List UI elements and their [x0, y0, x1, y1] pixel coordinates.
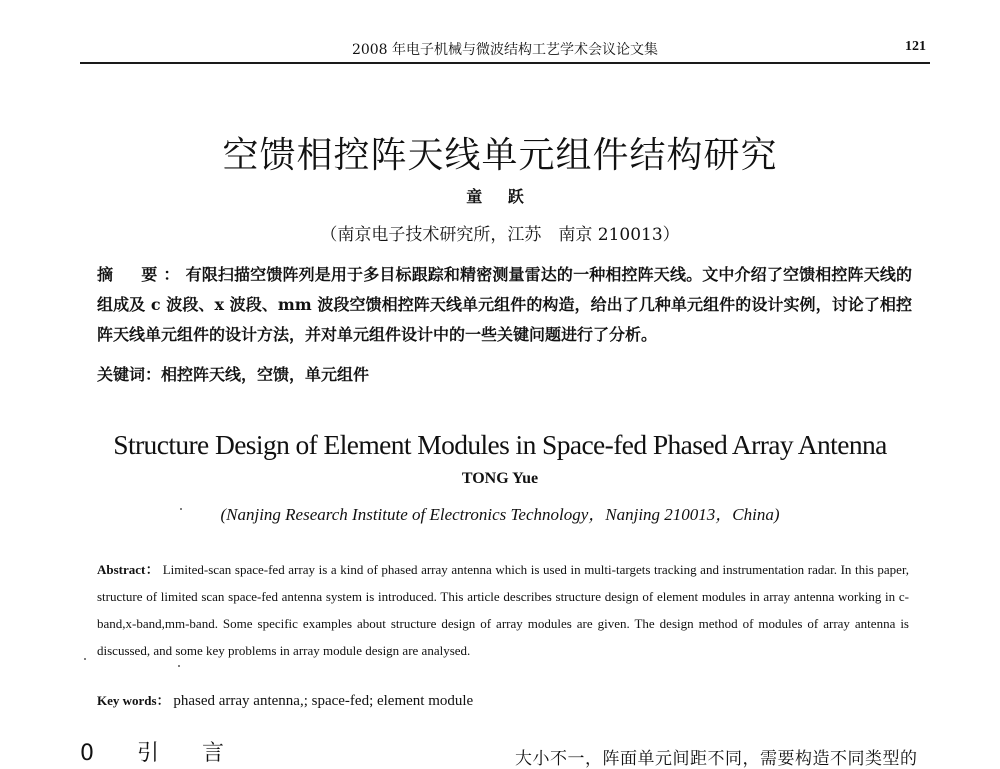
- abstract-text-english: Limited-scan space-fed array is a kind of phased array antenna which is used in multi-targets tracking and instrumentation radar. In this paper, structure of limited scan space-fed antenna system is introduced. This article describes structure design of element modules in array antenna working in c-band,x-band,mm-band. Some specific examples about structure design of array modules are given. The design method of modules of array antenna is discussed, and some key problems in array module design are analysed.: [97, 562, 909, 658]
- author-chinese: 童 跃: [466, 187, 534, 206]
- keywords-label-chinese: 关键词：: [97, 365, 162, 384]
- scan-speck: [178, 665, 180, 667]
- section-heading-introduction: 0 引 言: [80, 741, 242, 766]
- paper-title-english: Structure Design of Element Modules in Space-fed Phased Array Antenna: [113, 429, 887, 460]
- scan-speck: [180, 508, 182, 510]
- affiliation-english: (Nanjing Research Institute of Electronics Technology，Nanjing 210013，China): [220, 505, 780, 524]
- abstract-chinese: [97, 260, 912, 350]
- paper-title-chinese: 空馈相控阵天线单元组件结构研究: [222, 135, 778, 176]
- affiliation-chinese: （南京电子技术研究所，江苏 南京 210013）: [320, 225, 680, 245]
- page-number: 121: [905, 39, 926, 54]
- keywords-text-chinese: 相控阵天线，空馈，单元组件: [161, 365, 370, 384]
- abstract-label-chinese: 摘 要：: [97, 265, 186, 284]
- running-header: [80, 38, 930, 64]
- keywords-english: [97, 690, 473, 710]
- right-column-text: 大小不一，阵面单元间距不同，需要构造不同类型的: [515, 749, 918, 769]
- keywords-chinese: [97, 362, 369, 385]
- abstract-label-english: Abstract：: [97, 562, 160, 577]
- abstract-english: [97, 556, 909, 664]
- running-header-title: 2008 年电子机械与微波结构工艺学术会议论文集: [351, 42, 659, 58]
- keywords-text-english: phased array antenna,; space-fed; element module: [173, 693, 474, 709]
- keywords-label-english: Key words：: [97, 693, 170, 708]
- scan-speck: [84, 658, 86, 660]
- author-english: TONG Yue: [461, 470, 539, 487]
- abstract-text-chinese: 有限扫描空馈阵列是用于多目标跟踪和精密测量雷达的一种相控阵天线。文中介绍了空馈相控阵天线的组成及 c 波段、x 波段、mm 波段空馈相控阵天线单元组件的构造，给出了几种单元组件的设计实例，讨论了相控阵天线单元组件的设计方法，并对单元组件设计中的一些关键问题进行了分析。: [97, 265, 912, 344]
